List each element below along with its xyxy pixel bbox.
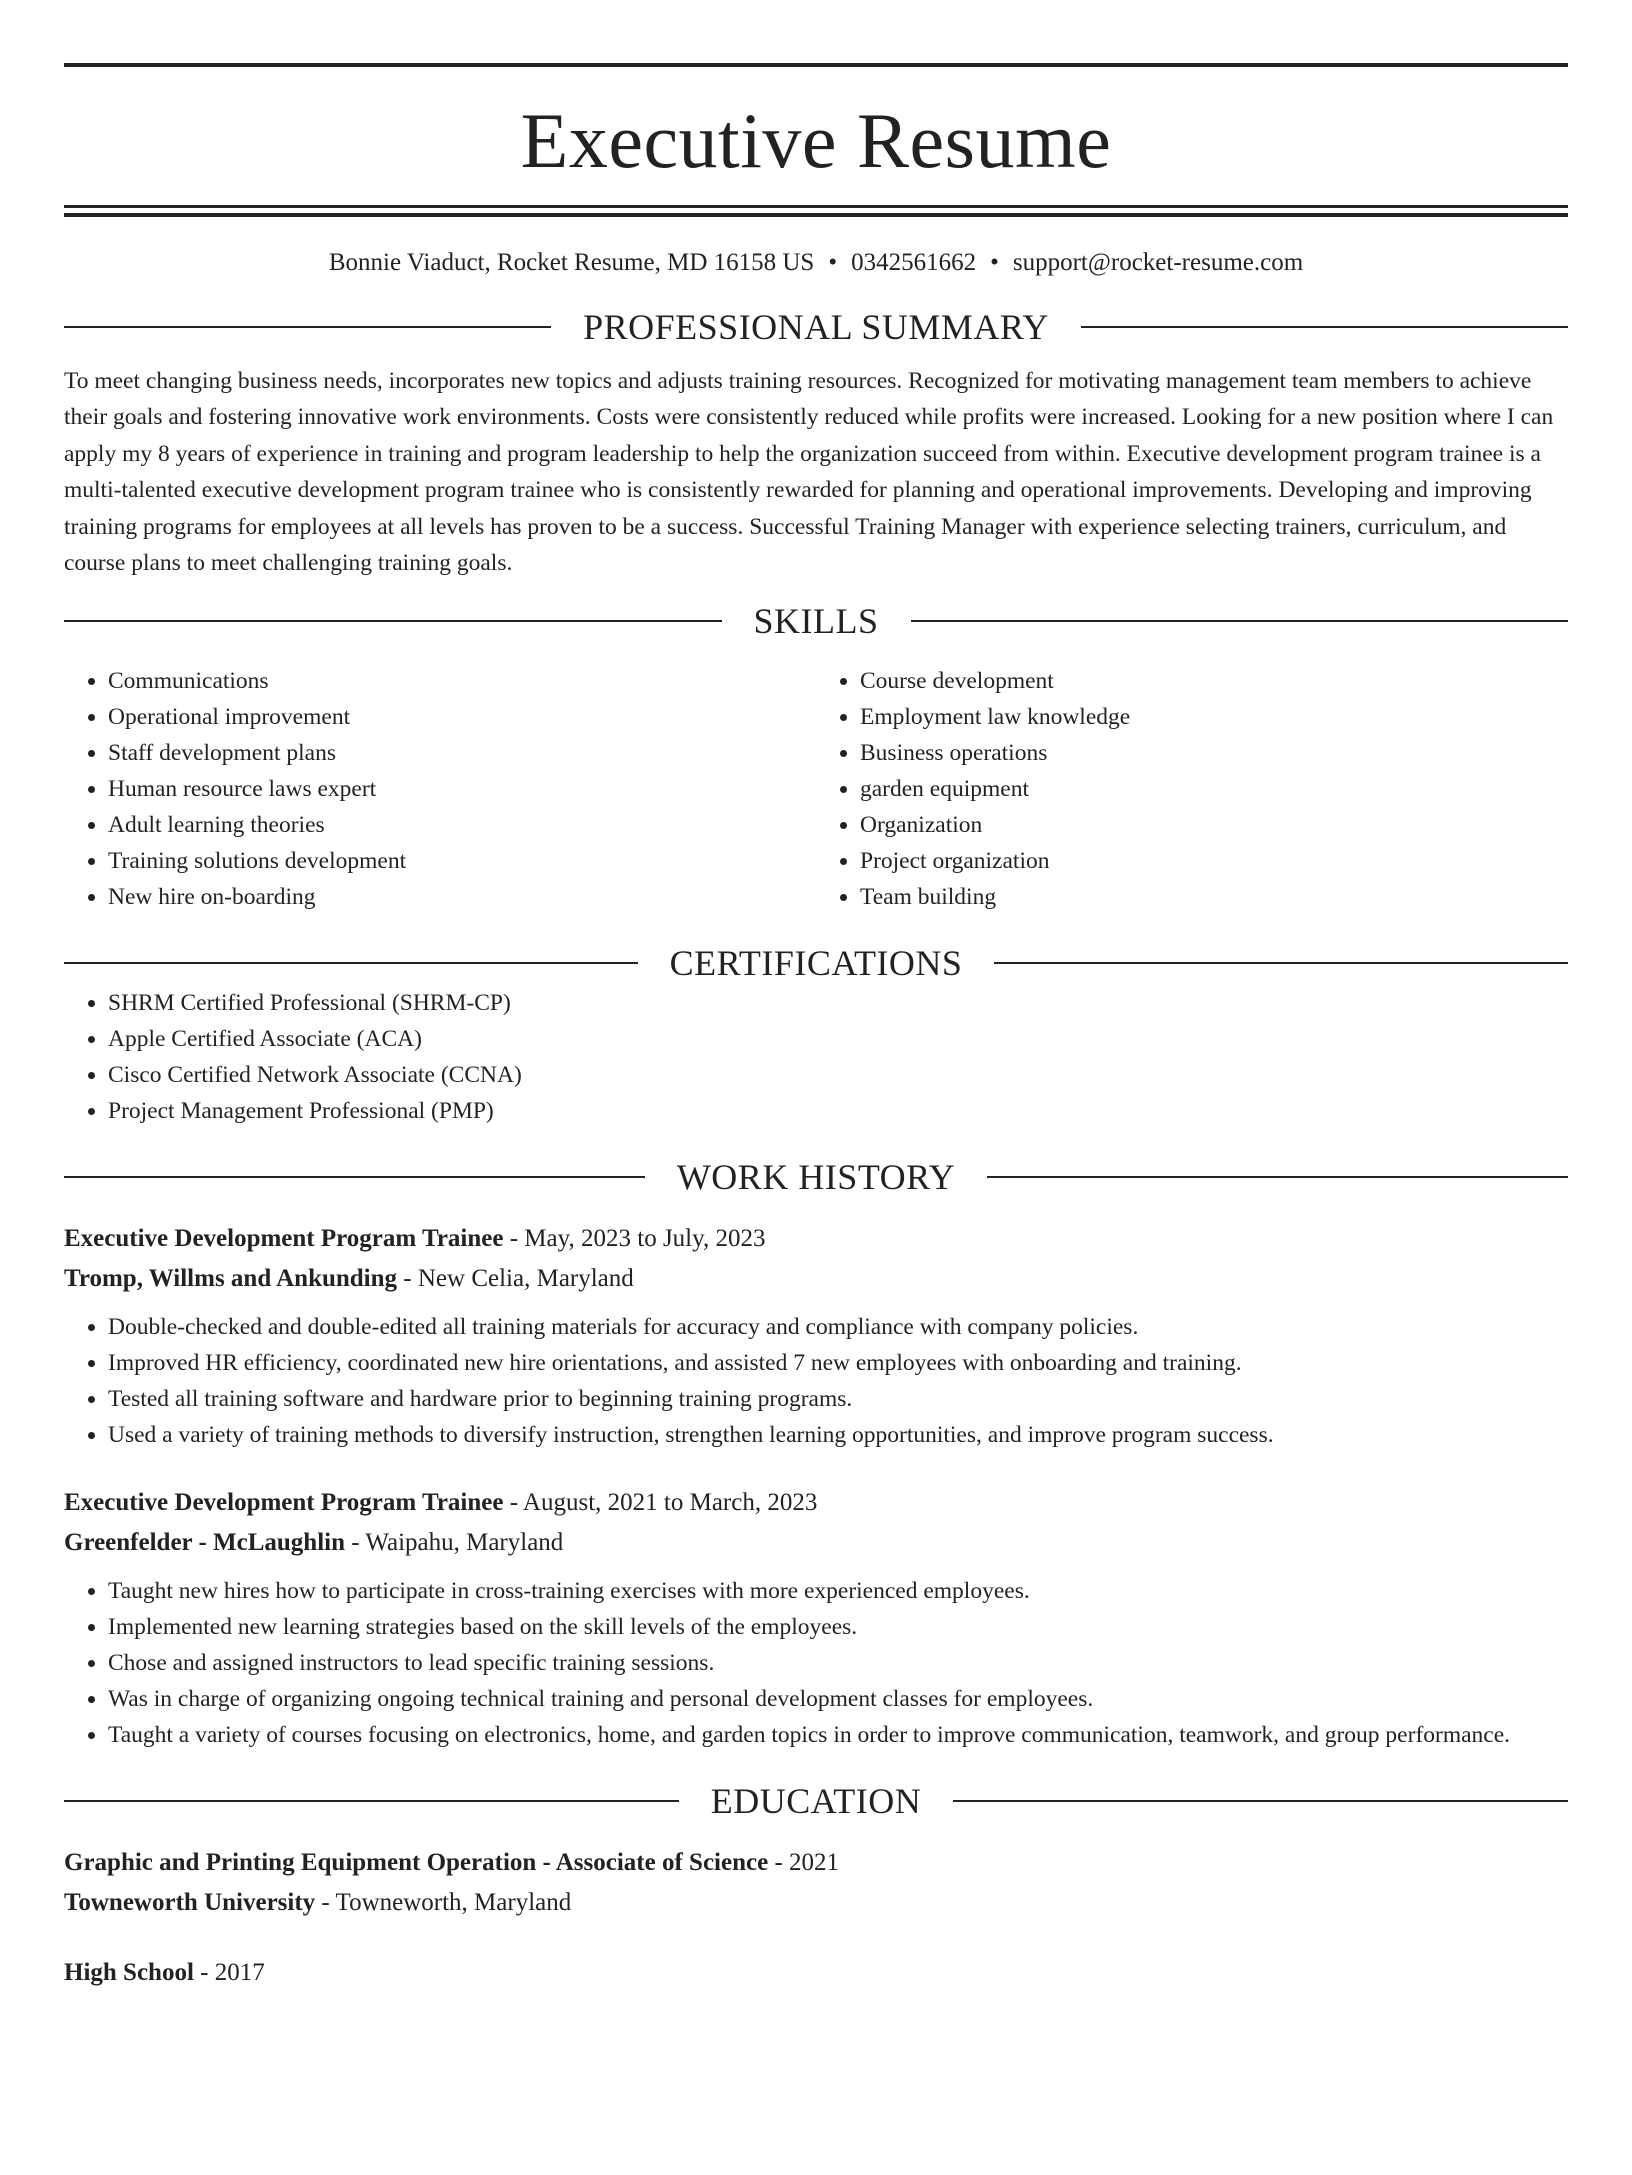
- section-header-education: [64, 1779, 1568, 1823]
- job-bullet: • Chose and assigned instructors to lead specific training sessions.: [108, 1645, 1568, 1681]
- skill-item: • Business operations: [860, 735, 1568, 771]
- certification-item: • Apple Certified Associate (ACA): [108, 1021, 1568, 1057]
- job-entry: [64, 1219, 1568, 1453]
- job-title-line: [64, 1483, 1568, 1523]
- section-title-work: WORK HISTORY: [676, 1157, 956, 1198]
- section-rule-left: [64, 962, 638, 964]
- title-double-rule: [64, 205, 1568, 217]
- job-title-line: [64, 1219, 1568, 1259]
- top-rule: [64, 63, 1568, 67]
- education-location: - Towneworth, Maryland: [315, 1889, 572, 1917]
- job-company: Tromp, Willms and Ankunding: [64, 1265, 398, 1293]
- education-degree-line: [64, 1843, 1568, 1883]
- job-bullet: • Implemented new learning strategies based on the skill levels of the employees.: [108, 1609, 1568, 1645]
- job-company-line: [64, 1523, 1568, 1563]
- section-title-certifications: CERTIFICATIONS: [669, 943, 963, 984]
- contact-address: Bonnie Viaduct, Rocket Resume, MD 16158 US: [328, 249, 815, 276]
- job-title: Executive Development Program Trainee: [64, 1489, 504, 1517]
- skill-item: • Organization: [860, 807, 1568, 843]
- job-bullet: • Taught a variety of courses focusing on electronics, home, and garden topics in order to improve communication, teamwork, and group performance.: [108, 1717, 1568, 1753]
- section-rule-left: [64, 1176, 645, 1178]
- skill-item: • Staff development plans: [108, 735, 816, 771]
- job-bullet: • Double-checked and double-edited all training materials for accuracy and compliance with company policies.: [108, 1309, 1568, 1345]
- job-location: - New Celia, Maryland: [397, 1265, 634, 1293]
- section-header-certifications: [64, 941, 1568, 985]
- job-bullet: • Tested all training software and hardware prior to beginning training programs.: [108, 1381, 1568, 1417]
- section-rule-right: [953, 1800, 1568, 1802]
- skill-item: • Adult learning theories: [108, 807, 816, 843]
- job-bullet: • Was in charge of organizing ongoing technical training and personal development classes for employees.: [108, 1681, 1568, 1717]
- section-rule-left: [64, 1800, 679, 1802]
- job-bullet: • Taught new hires how to participate in cross-training exercises with more experienced employees.: [108, 1573, 1568, 1609]
- education-degree: High School: [64, 1959, 194, 1987]
- job-dates: - August, 2021 to March, 2023: [503, 1489, 818, 1517]
- job-bullets: [64, 1573, 1568, 1753]
- certification-item: • SHRM Certified Professional (SHRM-CP): [108, 985, 1568, 1021]
- education-degree: Graphic and Printing Equipment Operation - Associate of Science: [64, 1849, 769, 1877]
- skill-item: • Team building: [860, 879, 1568, 915]
- summary-paragraph: To meet changing business needs, incorporates new topics and adjusts training resources. Recognized for motivating management team members to achieve their goals and fostering innovative work environments. Costs were consistently reduced while profits were increased. Looking for a new position where I can apply my 8 years of experience in training and program leadership to help the organization succeed from within. Executive development program trainee is a multi-talented executive development program trainee who is consistently rewarded for planning and operational improvements. Developing and improving training programs for employees at all levels has proven to be a success. Successful Training Manager with experience selecting trainers, curriculum, and course plans to meet challenging training goals.: [64, 368, 1554, 577]
- contact-phone: 0342561662: [851, 249, 977, 276]
- section-header-summary: [64, 305, 1568, 349]
- job-entry: [64, 1483, 1568, 1753]
- certification-item: • Cisco Certified Network Associate (CCNA): [108, 1057, 1568, 1093]
- section-rule-left: [64, 620, 722, 622]
- section-rule-right: [994, 962, 1568, 964]
- contact-separator: •: [828, 249, 838, 276]
- certifications-list: [64, 985, 1568, 1129]
- job-dates: - May, 2023 to July, 2023: [503, 1225, 766, 1253]
- contact-separator: •: [990, 249, 999, 276]
- skill-item: • Operational improvement: [108, 699, 816, 735]
- resume-page: [0, 63, 1632, 2175]
- contact-email: support@rocket-resume.com: [1012, 249, 1304, 276]
- skill-item: • Training solutions development: [108, 843, 816, 879]
- certification-item: • Project Management Professional (PMP): [108, 1093, 1568, 1129]
- job-title: Executive Development Program Trainee: [64, 1225, 504, 1253]
- skill-item: • Employment law knowledge: [860, 699, 1568, 735]
- job-bullet: • Improved HR efficiency, coordinated new hire orientations, and assisted 7 new employees with onboarding and training.: [108, 1345, 1568, 1381]
- skill-item: • New hire on-boarding: [108, 879, 816, 915]
- resume-title: Executive Resume: [520, 97, 1112, 184]
- section-title-education: EDUCATION: [710, 1781, 922, 1822]
- skill-item: • Human resource laws expert: [108, 771, 816, 807]
- section-rule-right: [911, 620, 1569, 622]
- section-header-work: [64, 1155, 1568, 1199]
- job-company: Greenfelder - McLaughlin: [64, 1529, 345, 1557]
- education-degree-line: [64, 1953, 1568, 1993]
- skills-columns: [64, 663, 1568, 915]
- skills-list-left: [64, 663, 816, 915]
- skill-item: • Project organization: [860, 843, 1568, 879]
- education-year: - 2017: [193, 1959, 265, 1987]
- section-rule-right: [987, 1176, 1568, 1178]
- section-header-skills: [64, 599, 1568, 643]
- job-bullet: • Used a variety of training methods to diversify instruction, strengthen learning opportunities, and improve program success.: [108, 1417, 1568, 1453]
- job-bullets: [64, 1309, 1568, 1453]
- section-rule-right: [1081, 326, 1568, 328]
- education-entry: [64, 1953, 1568, 1993]
- education-school: Towneworth University: [64, 1889, 316, 1917]
- section-rule-left: [64, 326, 551, 328]
- education-school-line: [64, 1883, 1568, 1923]
- section-title-summary: PROFESSIONAL SUMMARY: [583, 307, 1049, 347]
- skill-item: • Course development: [860, 663, 1568, 699]
- education-year: - 2021: [768, 1849, 840, 1877]
- job-location: - Waipahu, Maryland: [345, 1529, 564, 1557]
- section-title-skills: SKILLS: [753, 601, 879, 642]
- contact-line: [64, 247, 1568, 279]
- education-entry: [64, 1843, 1568, 1923]
- skills-list-right: [816, 663, 1568, 915]
- skill-item: • garden equipment: [860, 771, 1568, 807]
- job-company-line: [64, 1259, 1568, 1299]
- skill-item: • Communications: [108, 663, 816, 699]
